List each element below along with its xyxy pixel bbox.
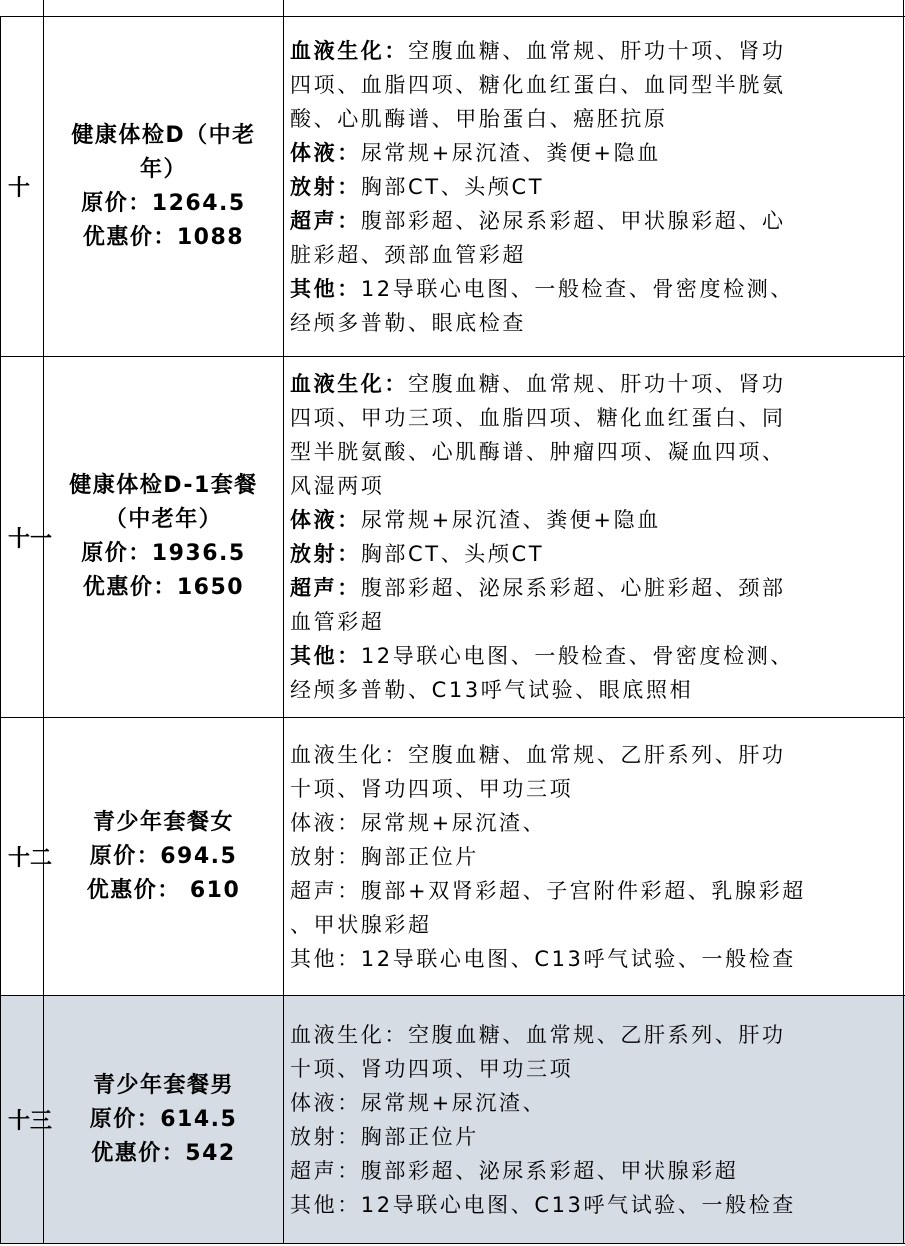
table-row-12 — [0, 718, 905, 996]
package-name-line: 优惠价：1650 — [82, 575, 245, 600]
column-divider — [903, 17, 904, 356]
table-row-partial — [0, 0, 905, 17]
row-number: 十三 — [8, 1109, 53, 1134]
item-text: 胸部CT、头颅CT — [360, 174, 545, 199]
column-divider — [43, 0, 44, 16]
item-line — [290, 605, 895, 639]
item-line — [290, 136, 895, 170]
item-text: 尿常规+尿沉渣、粪便+隐血 — [360, 508, 661, 532]
item-text: 空腹血糖、血常规、肝功十项、肾功 — [408, 38, 786, 63]
column-divider — [283, 357, 284, 717]
item-line — [290, 1018, 895, 1052]
item-line — [290, 639, 895, 673]
package-name-line: 优惠价：1088 — [82, 224, 245, 250]
item-line — [290, 435, 895, 469]
item-text: 其他：12导联心电图、C13呼气试验、一般检查 — [290, 946, 796, 971]
item-text: 十项、肾功四项、甲功三项 — [290, 1056, 574, 1081]
package-name-line: 原价：614.5 — [89, 1106, 238, 1132]
column-divider — [903, 718, 904, 995]
item-line — [290, 806, 895, 840]
item-text: 血液生化：空腹血糖、血常规、乙肝系列、肝功 — [290, 1022, 786, 1047]
item-text: 、甲状腺彩超 — [290, 912, 432, 937]
package-name-line: 健康体检D（中老 — [71, 122, 256, 148]
package-items-cell — [290, 17, 895, 356]
row-number: 十 — [8, 176, 31, 201]
row-number: 十二 — [8, 846, 53, 871]
package-name-line: 健康体检D-1套餐 — [69, 473, 258, 498]
item-category-label: 放射： — [290, 174, 361, 199]
item-line — [290, 673, 895, 707]
item-line — [290, 772, 895, 806]
item-text: 尿常规+尿沉渣、粪便+隐血 — [360, 140, 661, 165]
item-line — [290, 34, 895, 68]
item-line — [290, 401, 895, 435]
item-text: 四项、甲功三项、血脂四项、糖化血红蛋白、同 — [290, 406, 786, 430]
column-divider — [283, 0, 284, 16]
package-name-cell — [44, 17, 283, 356]
item-line — [290, 68, 895, 102]
package-name-line: 年） — [139, 156, 187, 182]
column-divider — [283, 996, 284, 1243]
item-line — [290, 537, 895, 571]
item-text: 放射：胸部正位片 — [290, 1124, 479, 1149]
package-name-line: （中老年） — [104, 507, 223, 532]
item-text: 超声：腹部彩超、泌尿系彩超、甲状腺彩超 — [290, 1158, 739, 1183]
column-divider — [283, 17, 284, 356]
column-divider — [283, 718, 284, 995]
item-line — [290, 1086, 895, 1120]
item-line — [290, 942, 895, 976]
package-items-cell — [290, 718, 895, 995]
package-name-line: 青少年套餐男 — [92, 1072, 234, 1098]
item-text: 12导联心电图、一般检查、骨密度检测、 — [360, 276, 794, 301]
item-line — [290, 238, 895, 272]
item-line — [290, 1154, 895, 1188]
item-line — [290, 840, 895, 874]
package-name-cell — [44, 357, 283, 717]
column-divider — [903, 996, 904, 1243]
item-category-label: 超声： — [290, 576, 361, 600]
item-line — [290, 469, 895, 503]
item-line — [290, 102, 895, 136]
item-text: 体液：尿常规+尿沉渣、 — [290, 810, 547, 835]
table-row-11 — [0, 357, 905, 718]
item-text: 酸、心肌酶谱、甲胎蛋白、癌胚抗原 — [290, 106, 668, 131]
package-name-line: 原价：1936.5 — [81, 541, 246, 566]
item-text: 十项、肾功四项、甲功三项 — [290, 776, 574, 801]
item-text: 经颅多普勒、眼底检查 — [290, 310, 526, 335]
column-divider — [903, 357, 904, 717]
table-row-10 — [0, 17, 905, 357]
item-line — [290, 908, 895, 942]
item-category-label: 放射： — [290, 542, 361, 566]
item-line — [290, 874, 895, 908]
item-text: 腹部彩超、泌尿系彩超、甲状腺彩超、心 — [360, 208, 786, 233]
package-name-line: 原价：1264.5 — [81, 190, 246, 216]
package-name-line: 青少年套餐女 — [92, 809, 234, 835]
item-line — [290, 571, 895, 605]
package-name-line: 原价：694.5 — [89, 843, 238, 869]
item-line — [290, 738, 895, 772]
item-line — [290, 170, 895, 204]
package-name-cell — [44, 718, 283, 995]
item-text: 其他：12导联心电图、C13呼气试验、一般检查 — [290, 1192, 796, 1217]
item-line — [290, 272, 895, 306]
row-number: 十一 — [8, 526, 53, 552]
item-line — [290, 306, 895, 340]
item-line — [290, 367, 895, 401]
item-text: 血液生化：空腹血糖、血常规、乙肝系列、肝功 — [290, 742, 786, 767]
item-text: 风湿两项 — [290, 474, 385, 498]
item-text: 腹部彩超、泌尿系彩超、心脏彩超、颈部 — [360, 576, 786, 600]
item-line — [290, 204, 895, 238]
item-text: 脏彩超、颈部血管彩超 — [290, 242, 526, 267]
item-line — [290, 503, 895, 537]
package-items-cell — [290, 357, 895, 717]
table-row-13 — [0, 996, 905, 1244]
item-text: 胸部CT、头颅CT — [360, 542, 545, 566]
item-category-label: 体液： — [290, 140, 361, 165]
item-text: 放射：胸部正位片 — [290, 844, 479, 869]
item-category-label: 血液生化： — [290, 372, 408, 396]
item-category-label: 其他： — [290, 644, 361, 668]
package-name-line: 优惠价： 610 — [86, 877, 241, 903]
item-line — [290, 1120, 895, 1154]
package-name-cell — [44, 996, 283, 1243]
item-text: 空腹血糖、血常规、肝功十项、肾功 — [408, 372, 786, 396]
item-category-label: 体液： — [290, 508, 361, 532]
column-divider — [903, 0, 904, 16]
item-text: 四项、血脂四项、糖化血红蛋白、血同型半胱氨 — [290, 72, 786, 97]
item-line — [290, 1052, 895, 1086]
item-text: 超声：腹部+双肾彩超、子宫附件彩超、乳腺彩超 — [290, 878, 806, 903]
item-text: 型半胱氨酸、心肌酶谱、肿瘤四项、凝血四项、 — [290, 440, 786, 464]
package-items-cell — [290, 996, 895, 1243]
item-text: 体液：尿常规+尿沉渣、 — [290, 1090, 547, 1115]
item-line — [290, 1188, 895, 1222]
package-name-line: 优惠价：542 — [91, 1140, 236, 1166]
item-category-label: 超声： — [290, 208, 361, 233]
item-category-label: 血液生化： — [290, 38, 408, 63]
item-text: 经颅多普勒、C13呼气试验、眼底照相 — [290, 678, 694, 702]
item-text: 12导联心电图、一般检查、骨密度检测、 — [360, 644, 794, 668]
item-text: 血管彩超 — [290, 610, 385, 634]
item-category-label: 其他： — [290, 276, 361, 301]
